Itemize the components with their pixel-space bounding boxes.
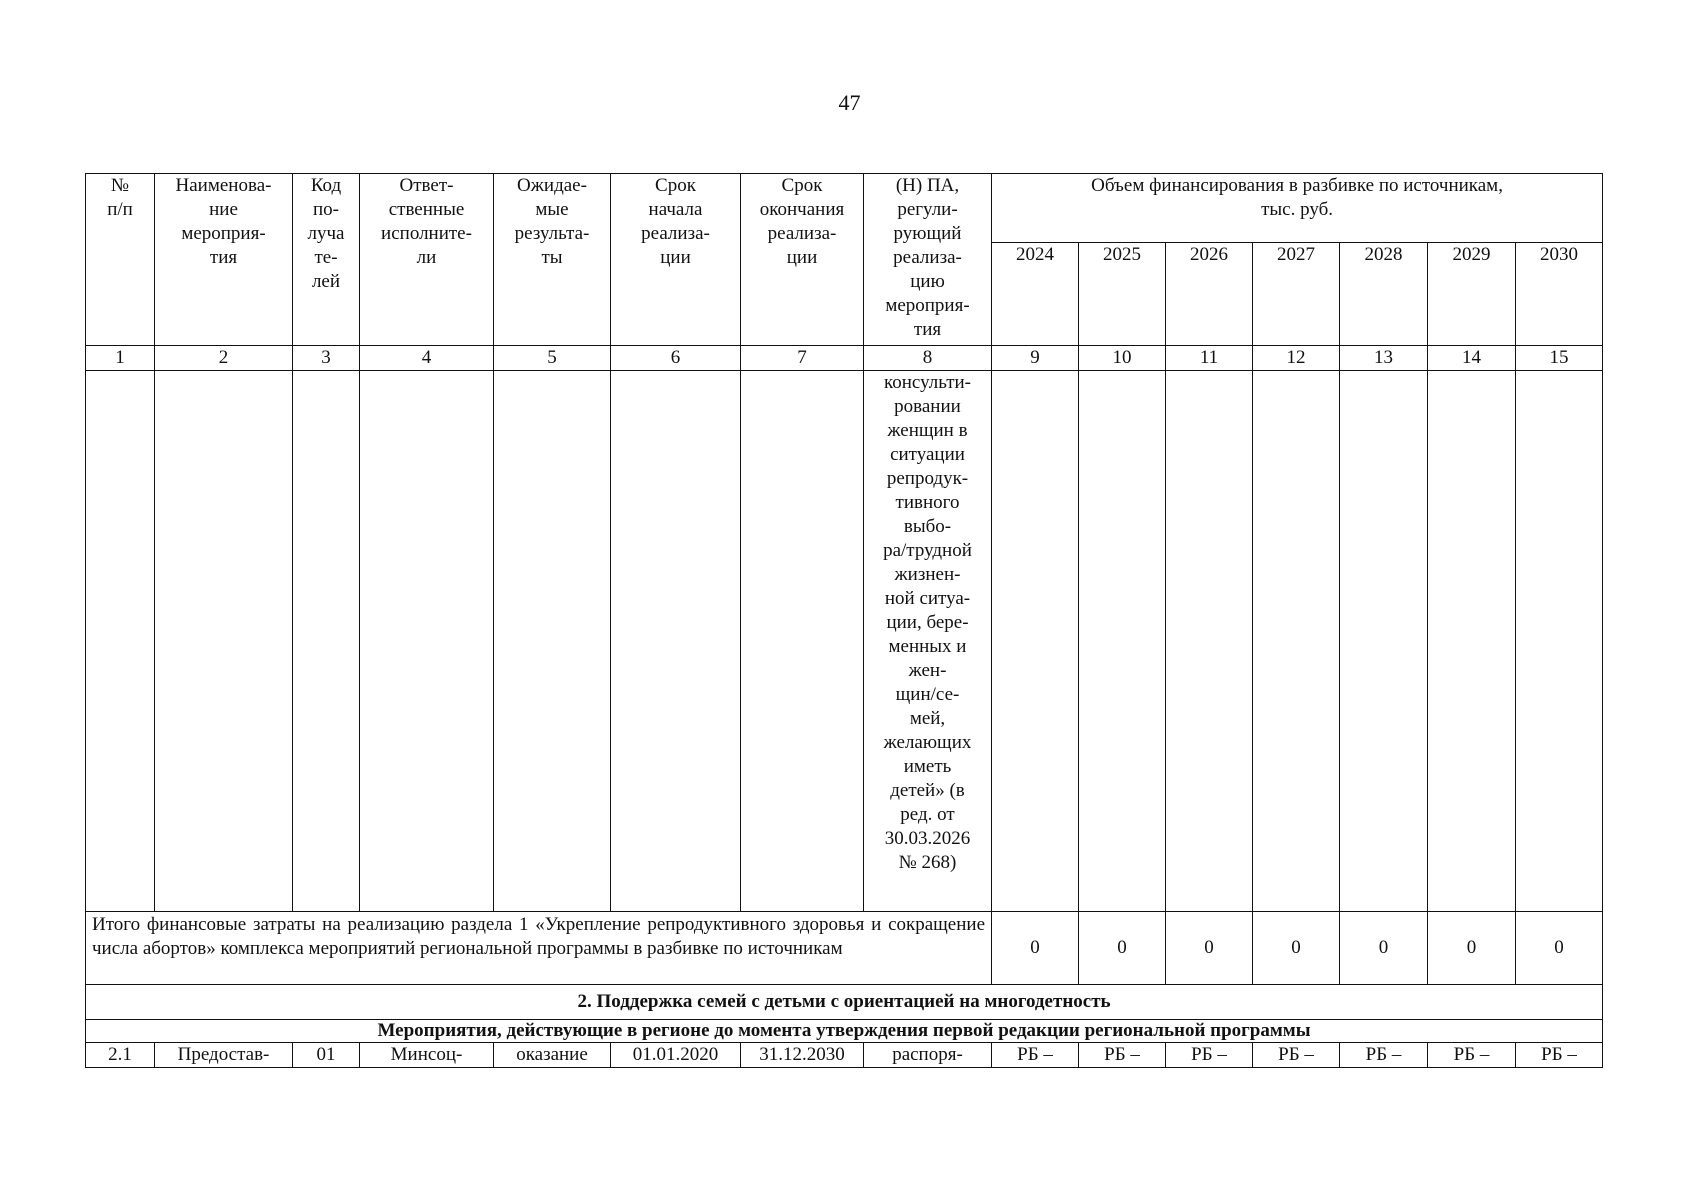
- year-2025: 2025: [1079, 243, 1166, 346]
- row-year-2030: РБ –: [1516, 1043, 1603, 1068]
- col-number: 14: [1428, 346, 1516, 371]
- header-results: Ожидае- мые результа- ты: [494, 174, 611, 346]
- col-number: 9: [992, 346, 1079, 371]
- cell-empty: [1166, 371, 1253, 912]
- cell-empty: [360, 371, 494, 912]
- cell-empty: [86, 371, 155, 912]
- cell-empty: [1253, 371, 1340, 912]
- col-number: 12: [1253, 346, 1340, 371]
- program-table: [85, 173, 1603, 1068]
- total-value-2027: 0: [1253, 912, 1340, 985]
- col-number: 2: [155, 346, 293, 371]
- row-year-2024: РБ –: [992, 1043, 1079, 1068]
- column-numbers-row: [86, 346, 1603, 371]
- total-value-2024: 0: [992, 912, 1079, 985]
- col-number: 1: [86, 346, 155, 371]
- col-number: 6: [611, 346, 741, 371]
- year-2030: 2030: [1516, 243, 1603, 346]
- total-label: Итого финансовые затраты на реализацию раздела 1 «Укрепление репродуктивного здоровья и сокращение числа абортов» комплекса мероприятий региональной программы в разбивке по источникам: [86, 912, 992, 985]
- row-year-2027: РБ –: [1253, 1043, 1340, 1068]
- col-number: 13: [1340, 346, 1428, 371]
- row-start: 01.01.2020: [611, 1043, 741, 1068]
- act-continuation-cell: консульти- ровании женщин в ситуации репродук- тивного выбо- ра/трудной жизнен- ной ситуа- ции, бере- менных и жен- щин/се- мей, желающих иметь детей» (в ред. от 30.03.2026 № 268): [864, 371, 992, 912]
- col-number: 5: [494, 346, 611, 371]
- header-row-1: [86, 174, 1603, 243]
- row-responsible: Минсоц-: [360, 1043, 494, 1068]
- total-value-2026: 0: [1166, 912, 1253, 985]
- section-title-row: [86, 985, 1603, 1020]
- row-results: оказание: [494, 1043, 611, 1068]
- col-number: 11: [1166, 346, 1253, 371]
- table-row: [86, 1043, 1603, 1068]
- col-number: 3: [293, 346, 360, 371]
- row-year-2026: РБ –: [1166, 1043, 1253, 1068]
- total-row: [86, 912, 1603, 985]
- cell-empty: [992, 371, 1079, 912]
- row-code: 01: [293, 1043, 360, 1068]
- cell-empty: [1428, 371, 1516, 912]
- header-end: Срок окончания реализа- ции: [741, 174, 864, 346]
- year-2024: 2024: [992, 243, 1079, 346]
- year-2028: 2028: [1340, 243, 1428, 346]
- row-year-2028: РБ –: [1340, 1043, 1428, 1068]
- total-value-2028: 0: [1340, 912, 1428, 985]
- total-value-2030: 0: [1516, 912, 1603, 985]
- cell-empty: [155, 371, 293, 912]
- cell-empty: [293, 371, 360, 912]
- section-title: 2. Поддержка семей с детьми с ориентацией на многодетность: [86, 985, 1603, 1020]
- row-name: Предостав-: [155, 1043, 293, 1068]
- header-code: Код по- луча те- лей: [293, 174, 360, 346]
- header-name: Наименова- ние мероприя- тия: [155, 174, 293, 346]
- subsection-title-row: [86, 1020, 1603, 1043]
- continuation-row: [86, 371, 1603, 912]
- subsection-title: Мероприятия, действующие в регионе до момента утверждения первой редакции региональной программы: [86, 1020, 1603, 1043]
- year-2026: 2026: [1166, 243, 1253, 346]
- page-number: 47: [838, 90, 861, 115]
- year-2027: 2027: [1253, 243, 1340, 346]
- cell-empty: [741, 371, 864, 912]
- cell-empty: [494, 371, 611, 912]
- header-act: (Н) ПА, регули- рующий реализа- цию мероприя- тия: [864, 174, 992, 346]
- header-responsible: Ответ- ственные исполните- ли: [360, 174, 494, 346]
- header-start: Срок начала реализа- ции: [611, 174, 741, 346]
- header-financing: Объем финансирования в разбивке по источникам, тыс. руб.: [992, 174, 1603, 243]
- cell-empty: [611, 371, 741, 912]
- cell-empty: [1516, 371, 1603, 912]
- cell-empty: [1079, 371, 1166, 912]
- total-value-2029: 0: [1428, 912, 1516, 985]
- total-value-2025: 0: [1079, 912, 1166, 985]
- row-end: 31.12.2030: [741, 1043, 864, 1068]
- row-year-2025: РБ –: [1079, 1043, 1166, 1068]
- row-num: 2.1: [86, 1043, 155, 1068]
- cell-empty: [1340, 371, 1428, 912]
- col-number: 8: [864, 346, 992, 371]
- col-number: 10: [1079, 346, 1166, 371]
- row-year-2029: РБ –: [1428, 1043, 1516, 1068]
- col-number: 15: [1516, 346, 1603, 371]
- col-number: 7: [741, 346, 864, 371]
- year-2029: 2029: [1428, 243, 1516, 346]
- header-num: № п/п: [86, 174, 155, 346]
- row-act: распоря-: [864, 1043, 992, 1068]
- col-number: 4: [360, 346, 494, 371]
